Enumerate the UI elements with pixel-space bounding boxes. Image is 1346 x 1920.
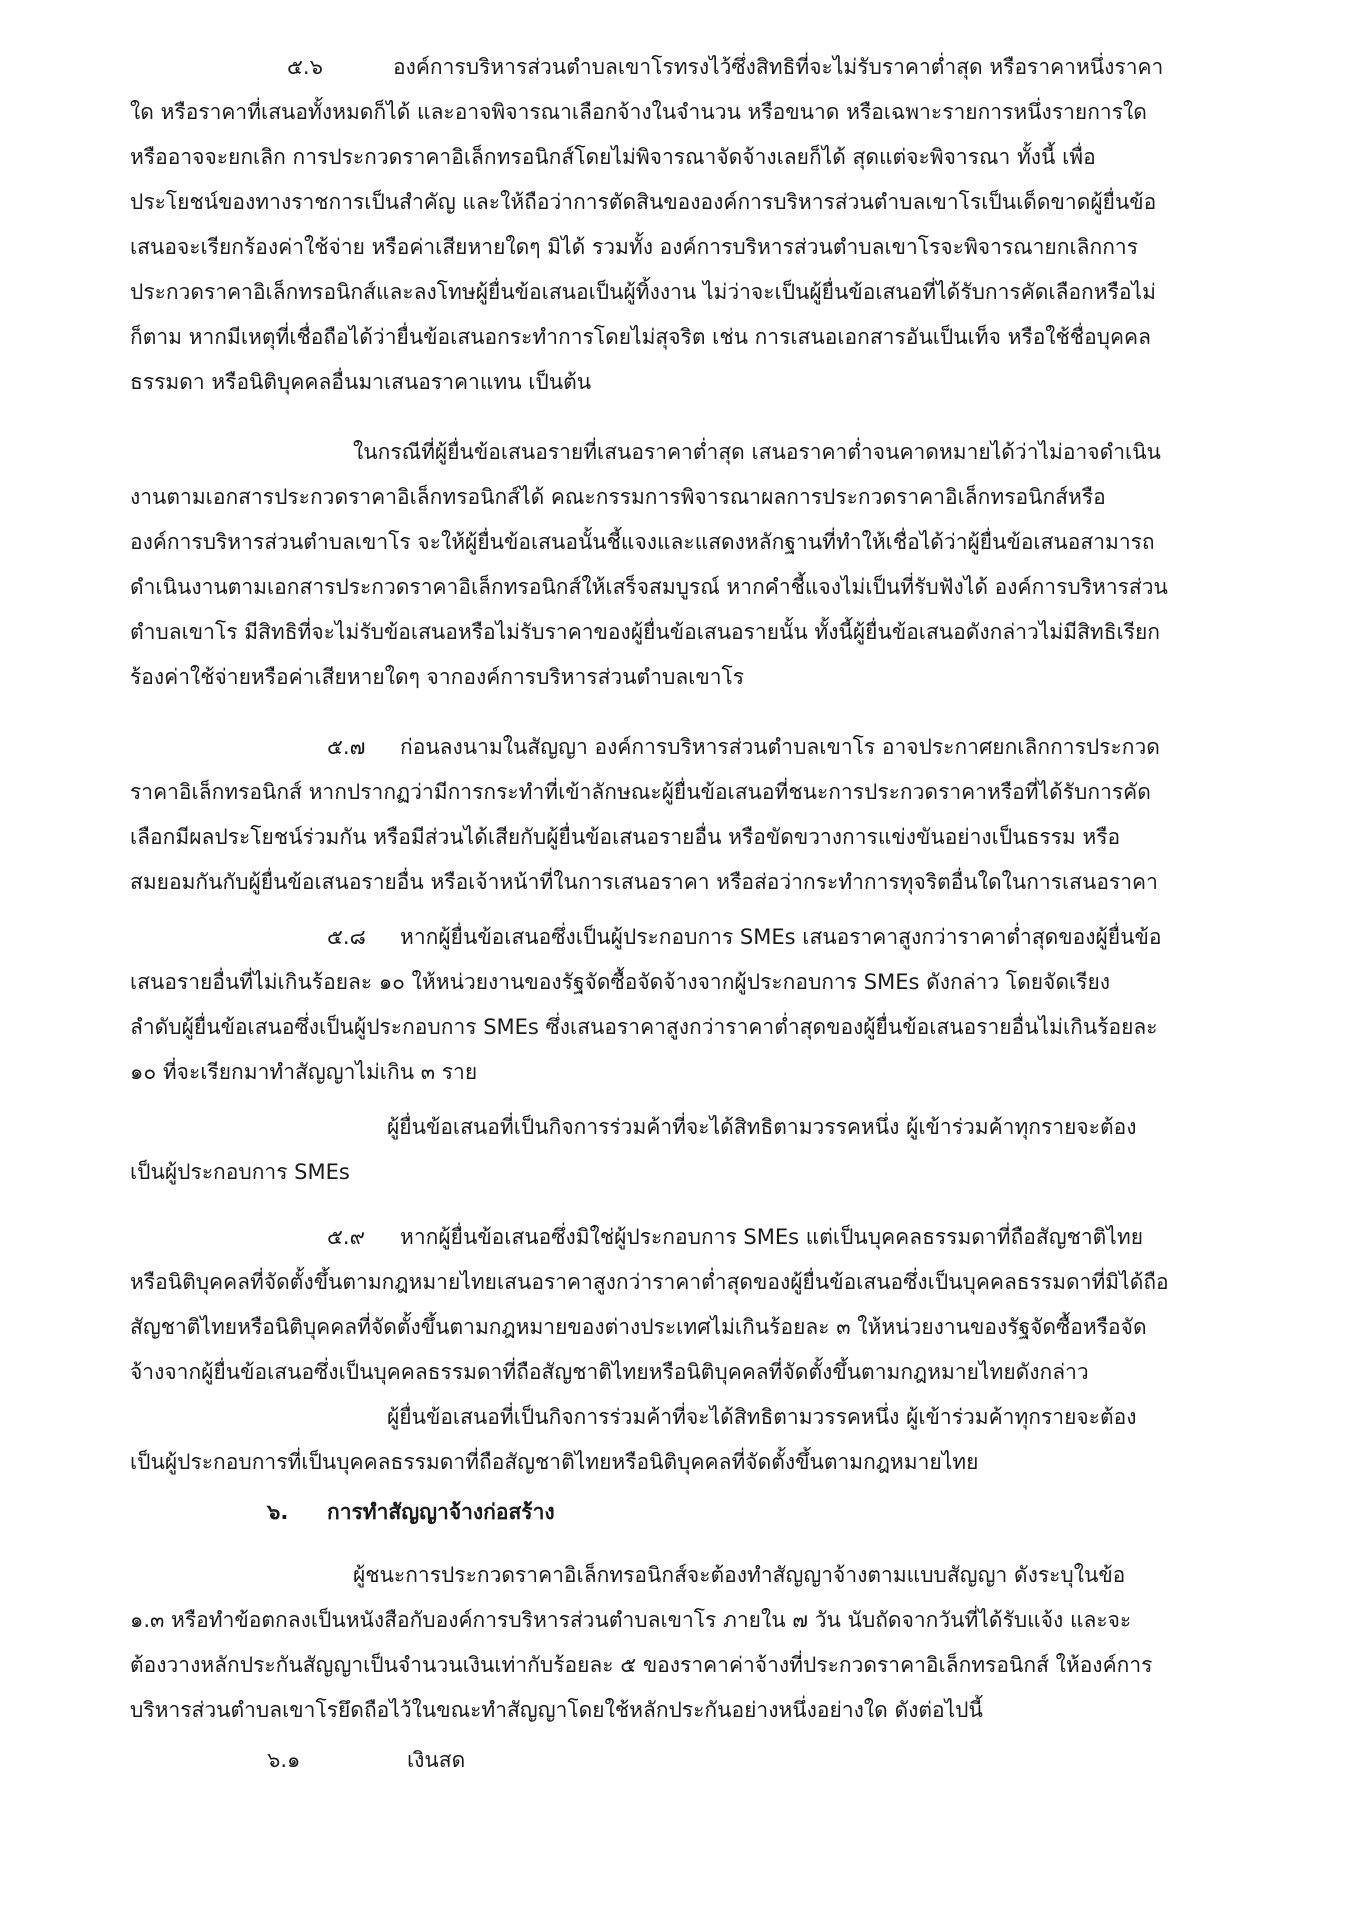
text-line: หากผู้ยื่นข้อเสนอซึ่งมิใช่ผู้ประกอบการ SMEs แต่เป็นบุคคลธรรมดาที่ถือสัญชาติไทย xyxy=(400,1225,1143,1249)
text-line: เงินสด xyxy=(407,1748,466,1772)
clause-number: ๕.๙ xyxy=(327,1225,365,1249)
text-line: งานตามเอกสารประกวดราคาอิเล็กทรอนิกส์ได้ คณะกรรมการพิจารณาผลการประกวดราคาอิเล็กทรอนิกส์หรือ xyxy=(130,485,1106,509)
text-line: เป็นผู้ประกอบการที่เป็นบุคคลธรรมดาที่ถือสัญชาติไทยหรือนิติบุคคลที่จัดตั้งขึ้นตามกฎหมายไทย xyxy=(130,1450,979,1474)
section-title: การทำสัญญาจ้างก่อสร้าง xyxy=(327,1500,555,1524)
text-line: ต้องวางหลักประกันสัญญาเป็นจำนวนเงินเท่ากับร้อยละ ๕ ของราคาค่าจ้างที่ประกวดราคาอิเล็กทรอนิกส์ ให้องค์การ xyxy=(130,1653,1153,1677)
text-line: จ้างจากผู้ยื่นข้อเสนอซึ่งเป็นบุคคลธรรมดาที่ถือสัญชาติไทยหรือนิติบุคคลที่จัดตั้งขึ้นตามกฎหมายไทยดังกล่าว xyxy=(130,1360,1089,1384)
clause-number: ๕.๘ xyxy=(327,925,366,949)
text-line: ลำดับผู้ยื่นข้อเสนอซึ่งเป็นผู้ประกอบการ SMEs ซึ่งเสนอราคาสูงกว่าราคาต่ำสุดของผู้ยื่นข้อเสนอรายอื่นไม่เกินร้อยละ xyxy=(130,1015,1158,1039)
text-line: ก็ตาม หากมีเหตุที่เชื่อถือได้ว่ายื่นข้อเสนอกระทำการโดยไม่สุจริต เช่น การเสนอเอกสารอันเป็นเท็จ หรือใช้ชื่อบุคคล xyxy=(130,325,1151,349)
text-line: เสนอจะเรียกร้องค่าใช้จ่าย หรือค่าเสียหายใดๆ มิได้ รวมทั้ง องค์การบริหารส่วนตำบลเขาโรจะพิจารณายกเลิกการ xyxy=(130,235,1138,259)
text-line: ดำเนินงานตามเอกสารประกวดราคาอิเล็กทรอนิกส์ให้เสร็จสมบูรณ์ หากคำชี้แจงไม่เป็นที่รับฟังได้ องค์การบริหารส่วน xyxy=(130,575,1168,599)
text-line: องค์การบริหารส่วนตำบลเขาโรทรงไว้ซึ่งสิทธิที่จะไม่รับราคาต่ำสุด หรือราคาหนึ่งราคา xyxy=(393,55,1164,79)
text-line: ผู้ยื่นข้อเสนอที่เป็นกิจการร่วมค้าที่จะได้สิทธิตามวรรคหนึ่ง ผู้เข้าร่วมค้าทุกรายจะต้อง xyxy=(387,1405,1137,1429)
text-line: สมยอมกันกับผู้ยื่นข้อเสนอรายอื่น หรือเจ้าหน้าที่ในการเสนอราคา หรือส่อว่ากระทำการทุจริตอื่นใดในการเสนอราคา xyxy=(130,870,1158,894)
clause-number: ๕.๗ xyxy=(327,735,366,759)
subsection-number: ๖.๑ xyxy=(267,1748,301,1772)
text-line: ธรรมดา หรือนิติบุคคลอื่นมาเสนอราคาแทน เป็นต้น xyxy=(130,370,592,394)
text-line: ตำบลเขาโร มีสิทธิที่จะไม่รับข้อเสนอหรือไม่รับราคาของผู้ยื่นข้อเสนอรายนั้น ทั้งนี้ผู้ยื่นข้อเสนอดังกล่าวไม่มีสิทธิเรียก xyxy=(130,620,1161,644)
text-line: ร้องค่าใช้จ่ายหรือค่าเสียหายใดๆ จากองค์การบริหารส่วนตำบลเขาโร xyxy=(130,665,745,689)
text-line: องค์การบริหารส่วนตำบลเขาโร จะให้ผู้ยื่นข้อเสนอนั้นชี้แจงและแสดงหลักฐานที่ทำให้เชื่อได้ว่าผู้ยื่นข้อเสนอสามารถ xyxy=(130,530,1155,554)
text-line: หากผู้ยื่นข้อเสนอซึ่งเป็นผู้ประกอบการ SMEs เสนอราคาสูงกว่าราคาต่ำสุดของผู้ยื่นข้อ xyxy=(400,925,1162,949)
section-number: ๖. xyxy=(267,1500,289,1524)
text-line: ก่อนลงนามในสัญญา องค์การบริหารส่วนตำบลเขาโร อาจประกาศยกเลิกการประกวด xyxy=(400,735,1160,759)
text-line: ผู้ยื่นข้อเสนอที่เป็นกิจการร่วมค้าที่จะได้สิทธิตามวรรคหนึ่ง ผู้เข้าร่วมค้าทุกรายจะต้อง xyxy=(387,1115,1137,1139)
text-line: ประโยชน์ของทางราชการเป็นสำคัญ และให้ถือว่าการตัดสินขององค์การบริหารส่วนตำบลเขาโรเป็นเด็ดขาดผู้ยื่นข้อ xyxy=(130,190,1157,214)
text-line: เลือกมีผลประโยชน์ร่วมกัน หรือมีส่วนได้เสียกับผู้ยื่นข้อเสนอรายอื่น หรือขัดขวางการแข่งขันอย่างเป็นธรรม หรือ xyxy=(130,825,1121,849)
text-line: ๑.๓ หรือทำข้อตกลงเป็นหนังสือกับองค์การบริหารส่วนตำบลเขาโร ภายใน ๗ วัน นับถัดจากวันที่ได้รับแจ้ง และจะ xyxy=(130,1608,1132,1632)
text-line: ราคาอิเล็กทรอนิกส์ หากปรากฏว่ามีการกระทำที่เข้าลักษณะผู้ยื่นข้อเสนอที่ชนะการประกวดราคาหรือที่ได้รับการคัด xyxy=(130,780,1151,804)
text-line: ผู้ชนะการประกวดราคาอิเล็กทรอนิกส์จะต้องทำสัญญาจ้างตามแบบสัญญา ดังระบุในข้อ xyxy=(353,1563,1126,1587)
clause-number: ๕.๖ xyxy=(287,55,323,79)
text-line: หรืออาจจะยกเลิก การประกวดราคาอิเล็กทรอนิกส์โดยไม่พิจารณาจัดจ้างเลยก็ได้ สุดแต่จะพิจารณา ทั้งนี้ เพื่อ xyxy=(130,145,1096,169)
text-line: ในกรณีที่ผู้ยื่นข้อเสนอรายที่เสนอราคาต่ำสุด เสนอราคาต่ำจนคาดหมายได้ว่าไม่อาจดำเนิน xyxy=(353,440,1161,464)
text-line: ใด หรือราคาที่เสนอทั้งหมดก็ได้ และอาจพิจารณาเลือกจ้างในจำนวน หรือขนาด หรือเฉพาะรายการหนึ่งรายการใด xyxy=(130,100,1147,124)
text-line: หรือนิติบุคคลที่จัดตั้งขึ้นตามกฎหมายไทยเสนอราคาสูงกว่าราคาต่ำสุดของผู้ยื่นข้อเสนอซึ่งเป็นบุคคลธรรมดาที่มิได้ถือ xyxy=(130,1270,1169,1294)
text-line: ประกวดราคาอิเล็กทรอนิกส์และลงโทษผู้ยื่นข้อเสนอเป็นผู้ทิ้งงาน ไม่ว่าจะเป็นผู้ยื่นข้อเสนอที่ได้รับการคัดเลือกหรือไม่ xyxy=(130,280,1156,304)
text-line: บริหารส่วนตำบลเขาโรยึดถือไว้ในขณะทำสัญญาโดยใช้หลักประกันอย่างหนึ่งอย่างใด ดังต่อไปนี้ xyxy=(130,1698,983,1722)
text-line: สัญชาติไทยหรือนิติบุคคลที่จัดตั้งขึ้นตามกฎหมายของต่างประเทศไม่เกินร้อยละ ๓ ให้หน่วยงานของรัฐจัดซื้อหรือจัด xyxy=(130,1315,1147,1339)
text-line: เป็นผู้ประกอบการ SMEs xyxy=(130,1160,350,1184)
text-line: ๑๐ ที่จะเรียกมาทำสัญญาไม่เกิน ๓ ราย xyxy=(130,1060,478,1084)
text-line: เสนอรายอื่นที่ไม่เกินร้อยละ ๑๐ ให้หน่วยงานของรัฐจัดซื้อจัดจ้างจากผู้ประกอบการ SMEs ดังกล่าว โดยจัดเรียง xyxy=(130,970,1110,994)
